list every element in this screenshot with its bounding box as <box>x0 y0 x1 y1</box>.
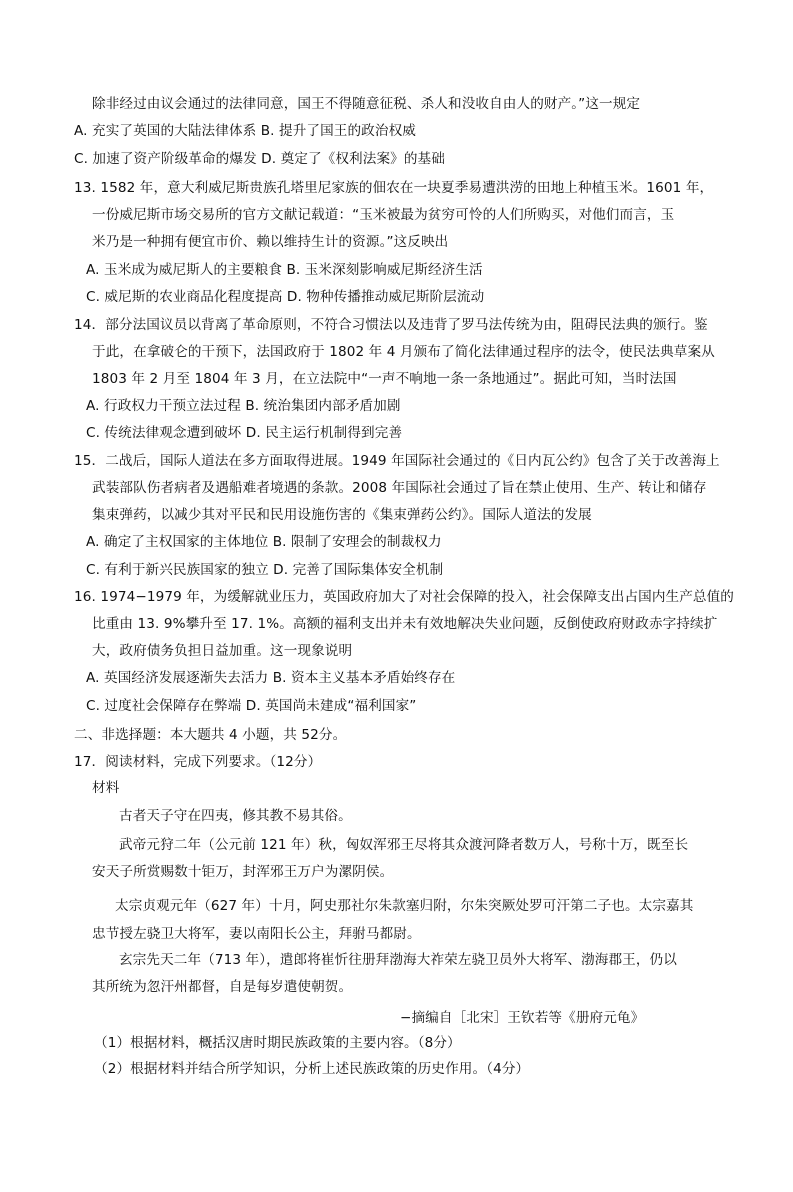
q15-line1: 15．二战后，国际人道法在多方面取得进展。1949 年国际社会通过的《日内瓦公约》包含了关于改善海上 <box>74 453 720 469</box>
q12-options-ab: A. 充实了英国的大陆法律体系 B. 提升了国王的政治权威 <box>74 123 416 139</box>
q17-subquestion-2: （2）根据材料并结合所学知识，分析上述民族政策的历史作用。（4分） <box>94 1061 530 1077</box>
q17-source: −摘编自［北宋］王钦若等《册府元龟》 <box>400 1010 645 1026</box>
q17-paragraph-3-line1: 太宗贞观元年（627 年）十月，阿史那社尔朱款塞归附，尔朱突厥处罗可汗第二子也。太宗嘉其 <box>115 898 694 914</box>
q17-paragraph-2-line1: 武帝元狩二年（公元前 121 年）秋，匈奴浑邪王尽将其众渡河降者数万人，号称十万，既至长 <box>119 837 689 853</box>
q15-options-ab: A. 确定了主权国家的主体地位 B. 限制了安理会的制裁权力 <box>86 534 442 550</box>
q15-options-cd: C. 有利于新兴民族国家的独立 D. 完善了国际集体安全机制 <box>86 562 444 578</box>
q16-options-ab: A. 英国经济发展逐渐失去活力 B. 资本主义基本矛盾始终存在 <box>86 670 456 686</box>
q16-line3: 大，政府债务负担日益加重。这一现象说明 <box>92 643 353 659</box>
q17-paragraph-4-line2: 其所统为忽汗州都督，自是每岁遣使朝贺。 <box>92 979 353 995</box>
q13-options-cd: C. 威尼斯的农业商品化程度提高 D. 物种传播推动威尼斯阶层流动 <box>86 289 485 305</box>
q14-options-ab: A. 行政权力干预立法过程 B. 统治集团内部矛盾加剧 <box>86 398 401 414</box>
q14-line1: 14．部分法国议员以背离了革命原则，不符合习惯法以及违背了罗马法传统为由，阻碍民法典的颁行。鉴 <box>74 317 708 333</box>
q16-options-cd: C. 过度社会保障存在弊端 D. 英国尚未建成“福利国家” <box>86 698 417 714</box>
q17-paragraph-3-line2: 忠节授左骁卫大将军，妻以南阳长公主，拜驸马都尉。 <box>92 926 421 942</box>
q17-paragraph-2-line2: 安天子所赏赐数十钜万，封浑邪王万户为漯阴侯。 <box>92 864 394 880</box>
q13-line3: 米乃是一种拥有便宜市价、赖以维持生计的资源。”这反映出 <box>92 234 449 250</box>
section2-heading: 二、非选择题：本大题共 4 小题，共 52分。 <box>74 727 347 743</box>
q15-line2: 武装部队伤者病者及遇船难者境遇的条款。2008 年国际社会通过了旨在禁止使用、生产、转让和储存 <box>92 480 707 496</box>
q13-line1: 13. 1582 年，意大利威尼斯贵族孔塔里尼家族的佃农在一块夏季易遭洪涝的田地上种植玉米。1601 年， <box>74 180 714 196</box>
q14-line2: 于此，在拿破仑的干预下，法国政府于 1802 年 4 月颁布了简化法律通过程序的法令，使民法典草案从 <box>92 344 715 360</box>
q14-line3: 1803 年 2 月至 1804 年 3 月，在立法院中“一声不响地一条一条地通过”。据此可知，当时法国 <box>92 371 677 387</box>
q14-options-cd: C. 传统法律观念遭到破坏 D. 民主运行机制得到完善 <box>86 425 403 441</box>
q16-line2: 比重由 13. 9%攀升至 17. 1%。高额的福利支出并未有效地解决失业问题，反倒使政府财政赤字持续扩 <box>92 616 718 632</box>
q17-subquestion-1: （1）根据材料，概括汉唐时期民族政策的主要内容。（8分） <box>94 1035 461 1051</box>
q17-material-label: 材料 <box>92 780 120 796</box>
q16-line1: 16. 1974−1979 年，为缓解就业压力，英国政府加大了对社会保障的投入，社会保障支出占国内生产总值的 <box>74 589 734 605</box>
q12-stem-tail: 除非经过由议会通过的法律同意，国王不得随意征税、杀人和没收自由人的财产。”这一规定 <box>92 96 641 112</box>
q17-paragraph-1: 古者天子守在四夷，修其教不易其俗。 <box>119 808 352 824</box>
q13-line2: 一份威尼斯市场交易所的官方文献记载道：“玉米被最为贫穷可怜的人们所购买，对他们而言，玉 <box>92 207 675 223</box>
q17-paragraph-4-line1: 玄宗先天二年（713 年），遣郎将崔忻往册拜渤海大祚荣左骁卫员外大将军、渤海郡王，仍以 <box>119 952 677 968</box>
q15-line3: 集束弹药，以减少其对平民和民用设施伤害的《集束弹药公约》。国际人道法的发展 <box>92 507 592 523</box>
q17-title: 17．阅读材料，完成下列要求。（12分） <box>74 754 322 770</box>
q12-options-cd: C. 加速了资产阶级革命的爆发 D. 奠定了《权利法案》的基础 <box>74 151 445 167</box>
q13-options-ab: A. 玉米成为威尼斯人的主要粮食 B. 玉米深刻影响威尼斯经济生活 <box>86 262 483 278</box>
